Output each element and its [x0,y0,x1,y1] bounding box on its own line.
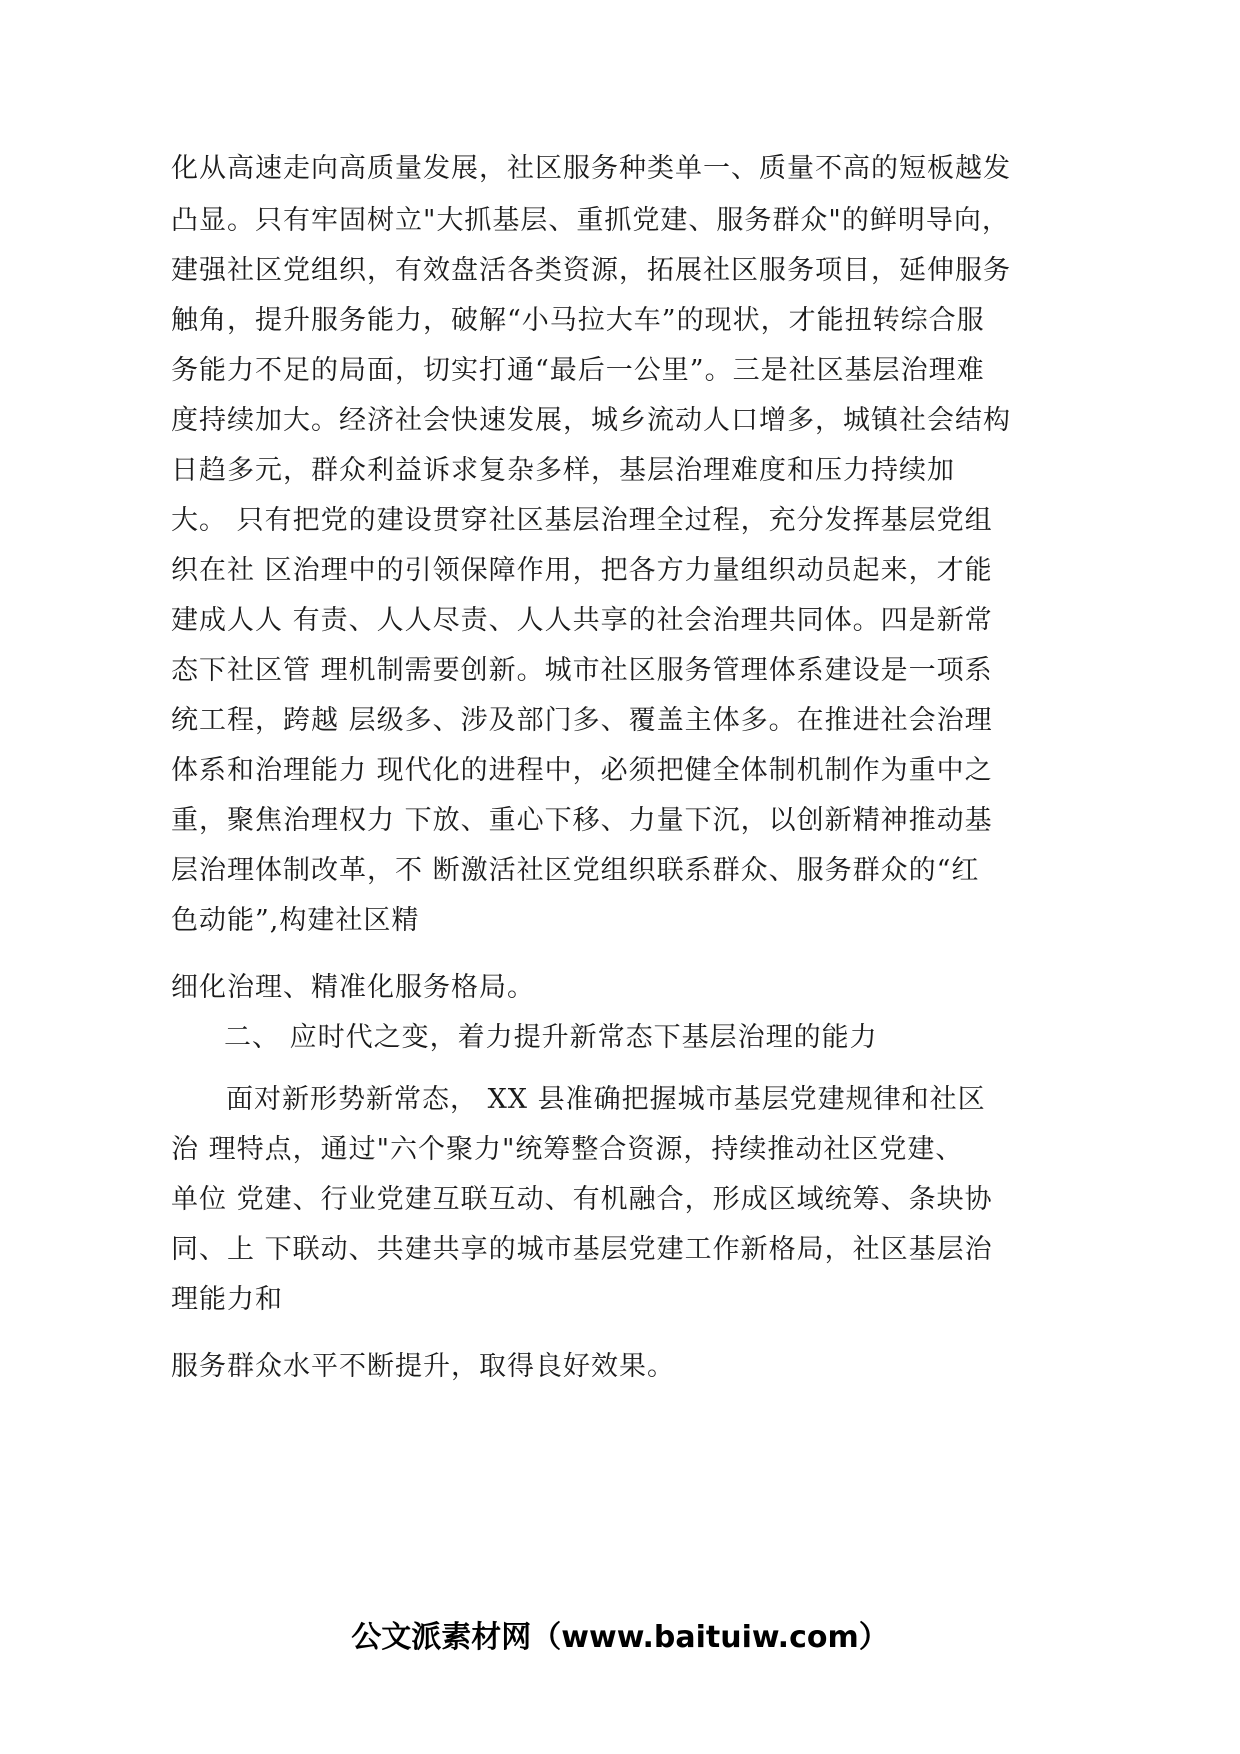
text-line: 日趋多元，群众利益诉求复杂多样，基层治理难度和压力持续加 [171,455,955,486]
text-line: 理能力和 [171,1284,283,1315]
text-line: 大。 只有把党的建设贯穿社区基层治理全过程，充分发挥基层党组 [171,505,993,536]
text-line: 织在社 区治理中的引领保障作用，把各方力量组织动员起来，才能 [171,555,993,586]
text-line: 单位 党建、行业党建互联互动、有机融合，形成区域统筹、条块协 [171,1184,993,1215]
section-heading: 二、 应时代之变，着力提升新常态下基层治理的能力 [224,1022,878,1053]
text-line: 务能力不足的局面，切实打通“最后一公里”。三是社区基层治理难 [171,355,985,386]
text-line: 层治理体制改革，不 断激活社区党组织联系群众、服务群众的“红 [171,855,980,886]
text-line: 建成人人 有责、人人尽责、人人共享的社会治理共同体。四是新常 [171,605,993,636]
text-line: 度持续加大。经济社会快速发展，城乡流动人口增多，城镇社会结构 [171,405,1011,436]
text-line: 细化治理、精准化服务格局。 [171,972,535,1003]
text-line: 治 理特点，通过"六个聚力"统筹整合资源，持续推动社区党建、 [171,1134,964,1165]
text-line: 触角，提升服务能力，破解“小马拉大车”的现状，才能扭转综合服 [171,305,985,336]
text-line: 面对新形势新常态， XX 县准确把握城市基层党建规律和社区 [226,1084,986,1115]
text-line: 态下社区管 理机制需要创新。城市社区服务管理体系建设是一项系 [171,655,993,686]
footer-watermark: 公文派素材网（www.baituiw.com） [351,1620,889,1655]
text-line: 体系和治理能力 现代化的进程中，必须把健全体制机制作为重中之 [171,755,993,786]
text-line: 统工程，跨越 层级多、涉及部门多、覆盖主体多。在推进社会治理 [171,705,993,736]
text-line: 同、上 下联动、共建共享的城市基层党建工作新格局，社区基层治 [171,1234,993,1265]
text-line: 色动能”,构建社区精 [171,905,420,936]
text-line: 凸显。只有牢固树立"大抓基层、重抓党建、服务群众"的鲜明导向， [171,205,1010,236]
text-line: 化从高速走向高质量发展，社区服务种类单一、质量不高的短板越发 [171,153,1011,184]
text-line: 建强社区党组织，有效盘活各类资源，拓展社区服务项目，延伸服务 [171,255,1011,286]
text-line: 重，聚焦治理权力 下放、重心下移、力量下沉，以创新精神推动基 [171,805,993,836]
text-line: 服务群众水平不断提升，取得良好效果。 [171,1351,675,1382]
